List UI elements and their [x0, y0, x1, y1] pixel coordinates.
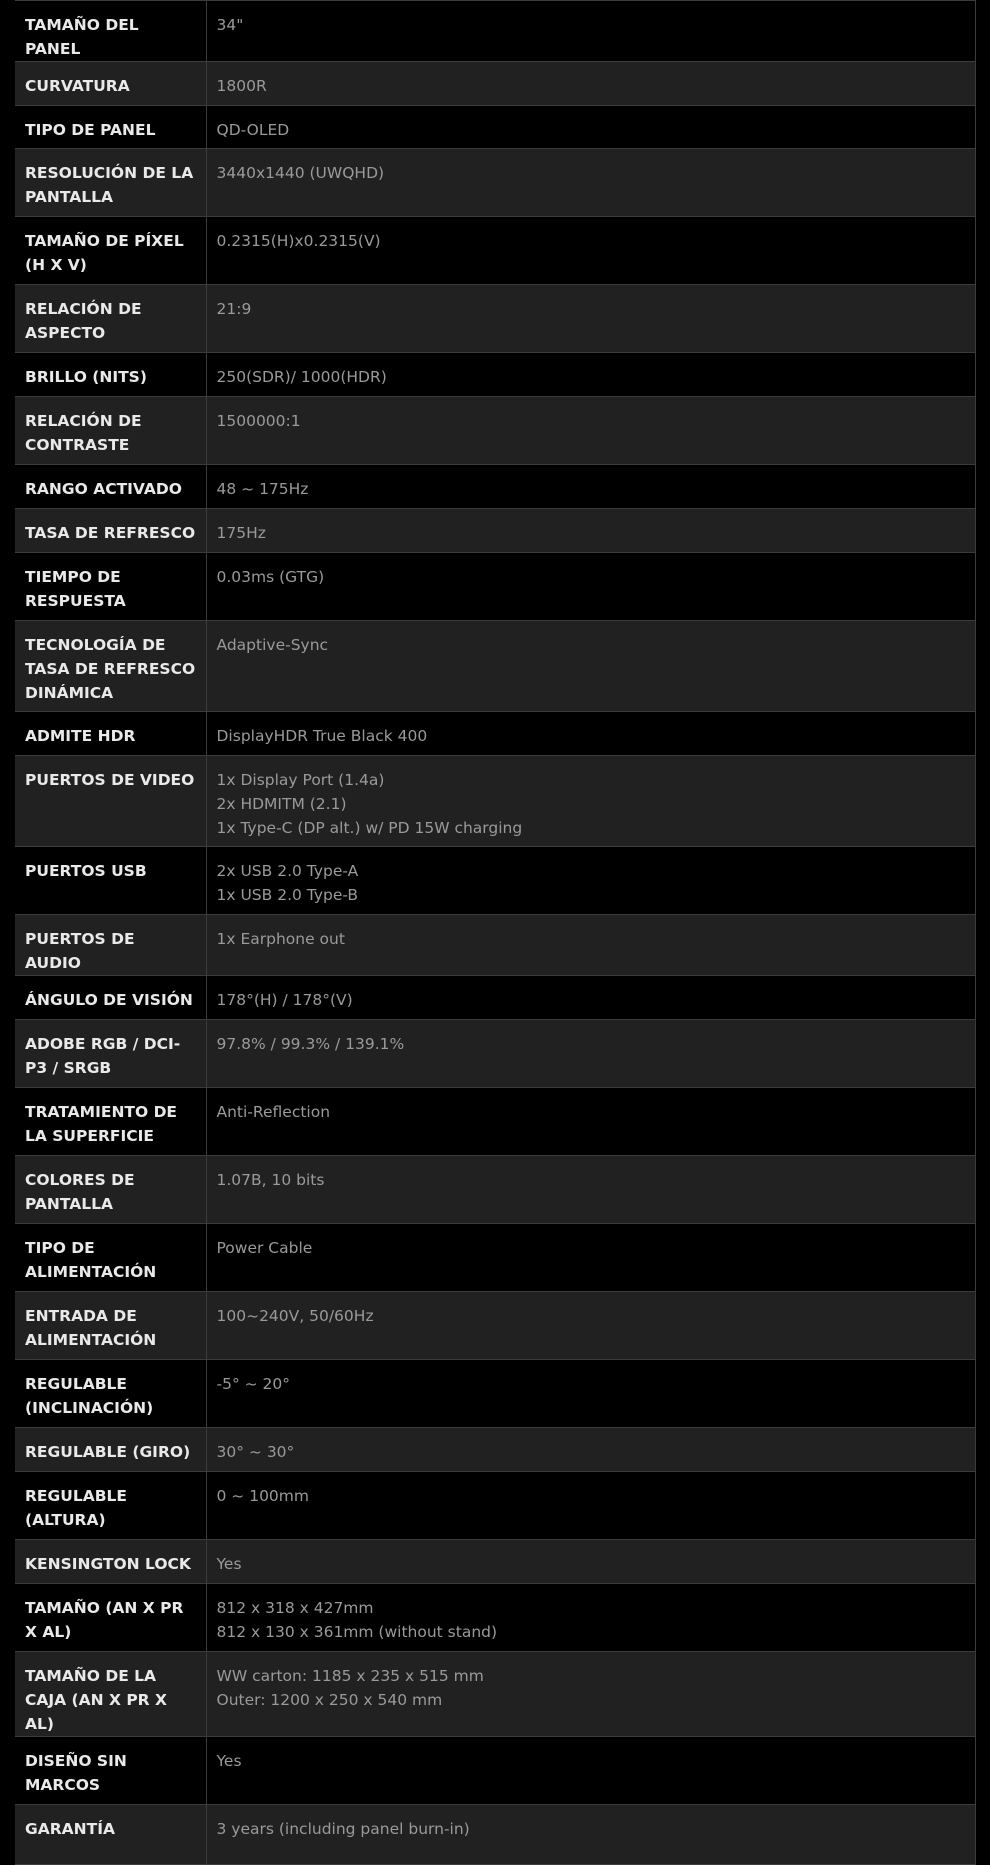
- spec-value: [206, 1292, 975, 1360]
- spec-label: TAMAÑO DE PÍXEL (H X V): [15, 217, 206, 285]
- spec-value: [206, 1805, 975, 1865]
- spec-value: [206, 621, 975, 712]
- spec-value-line: 812 x 318 x 427mm: [216, 1599, 374, 1617]
- spec-value: [206, 1020, 975, 1088]
- spec-row: [15, 1360, 975, 1428]
- spec-row: [15, 1088, 975, 1156]
- spec-value-line: Power Cable: [216, 1239, 313, 1257]
- spec-row: [15, 1020, 975, 1088]
- spec-label: RANGO ACTIVADO: [15, 465, 206, 509]
- spec-label: PUERTOS DE AUDIO: [15, 915, 206, 976]
- spec-value-line: 0.03ms (GTG): [216, 568, 325, 586]
- spec-label: TASA DE REFRESCO: [15, 509, 206, 553]
- spec-value-line: Adaptive-Sync: [216, 636, 329, 654]
- spec-value-line: 1x Type-C (DP alt.) w/ PD 15W charging: [216, 819, 523, 837]
- spec-value: [206, 1088, 975, 1156]
- spec-label: BRILLO (NITS): [15, 353, 206, 397]
- spec-label: TECNOLOGÍA DE TASA DE REFRESCO DINÁMICA: [15, 621, 206, 712]
- specifications-body: [15, 1, 975, 1865]
- spec-value-line: 0 ~ 100mm: [216, 1487, 309, 1505]
- spec-label: REGULABLE (ALTURA): [15, 1472, 206, 1540]
- spec-row: [15, 465, 975, 509]
- spec-value-line: 100~240V, 50/60Hz: [216, 1307, 374, 1325]
- spec-value: [206, 1652, 975, 1737]
- spec-value-line: 2x HDMITM (2.1): [216, 795, 347, 813]
- spec-label: CURVATURA: [15, 62, 206, 106]
- spec-value: [206, 62, 975, 106]
- spec-row: [15, 1, 975, 62]
- spec-row: [15, 1156, 975, 1224]
- spec-value-line: QD-OLED: [216, 121, 290, 139]
- spec-value-line: 1.07B, 10 bits: [216, 1171, 325, 1189]
- spec-label: ADOBE RGB / DCI-P3 / SRGB: [15, 1020, 206, 1088]
- spec-value: [206, 1428, 975, 1472]
- spec-row: [15, 1428, 975, 1472]
- spec-label: RELACIÓN DE CONTRASTE: [15, 397, 206, 465]
- spec-value-line: Anti-Reflection: [216, 1103, 331, 1121]
- spec-value-line: 21:9: [216, 300, 252, 318]
- spec-label: RELACIÓN DE ASPECTO: [15, 285, 206, 353]
- spec-value: [206, 106, 975, 149]
- spec-label: TIEMPO DE RESPUESTA: [15, 553, 206, 621]
- spec-row: [15, 915, 975, 976]
- spec-label: KENSINGTON LOCK: [15, 1540, 206, 1584]
- spec-value: [206, 756, 975, 847]
- spec-value-line: 1x Earphone out: [216, 930, 345, 948]
- spec-value: [206, 1360, 975, 1428]
- spec-value: [206, 712, 975, 756]
- spec-row: [15, 1224, 975, 1292]
- spec-row: [15, 976, 975, 1020]
- spec-value-line: WW carton: 1185 x 235 x 515 mm: [216, 1667, 484, 1685]
- spec-row: [15, 106, 975, 149]
- spec-value-line: 1500000:1: [216, 412, 301, 430]
- spec-value-line: 250(SDR)/ 1000(HDR): [216, 368, 387, 386]
- spec-row: [15, 1584, 975, 1652]
- spec-row: [15, 1540, 975, 1584]
- spec-value-line: 1800R: [216, 77, 267, 95]
- spec-label: REGULABLE (INCLINACIÓN): [15, 1360, 206, 1428]
- spec-value-line: 48 ~ 175Hz: [216, 480, 309, 498]
- spec-value: [206, 1156, 975, 1224]
- spec-value: [206, 1584, 975, 1652]
- spec-value-line: 1x Display Port (1.4a): [216, 771, 385, 789]
- spec-value-line: 3 years (including panel burn-in): [216, 1820, 470, 1838]
- spec-value-line: 0.2315(H)x0.2315(V): [216, 232, 381, 250]
- spec-row: [15, 712, 975, 756]
- spec-label: PUERTOS USB: [15, 847, 206, 915]
- spec-value: [206, 1472, 975, 1540]
- spec-value: [206, 1737, 975, 1805]
- spec-row: [15, 756, 975, 847]
- spec-row: [15, 1292, 975, 1360]
- spec-label: PUERTOS DE VIDEO: [15, 756, 206, 847]
- spec-value-line: DisplayHDR True Black 400: [216, 727, 428, 745]
- spec-row: [15, 509, 975, 553]
- spec-value: [206, 149, 975, 217]
- spec-label: COLORES DE PANTALLA: [15, 1156, 206, 1224]
- spec-label: TRATAMIENTO DE LA SUPERFICIE: [15, 1088, 206, 1156]
- spec-label: TAMAÑO DEL PANEL: [15, 1, 206, 62]
- spec-row: [15, 397, 975, 465]
- spec-label: RESOLUCIÓN DE LA PANTALLA: [15, 149, 206, 217]
- spec-value: [206, 847, 975, 915]
- spec-label: TIPO DE ALIMENTACIÓN: [15, 1224, 206, 1292]
- spec-label: TIPO DE PANEL: [15, 106, 206, 149]
- spec-value: [206, 1540, 975, 1584]
- spec-value-line: 97.8% / 99.3% / 139.1%: [216, 1035, 405, 1053]
- spec-value: [206, 397, 975, 465]
- spec-label: DISEÑO SIN MARCOS: [15, 1737, 206, 1805]
- spec-value: [206, 509, 975, 553]
- spec-row: [15, 217, 975, 285]
- spec-row: [15, 553, 975, 621]
- spec-label: ENTRADA DE ALIMENTACIÓN: [15, 1292, 206, 1360]
- spec-value-line: 1x USB 2.0 Type-B: [216, 886, 359, 904]
- spec-row: [15, 353, 975, 397]
- spec-value-line: 178°(H) / 178°(V): [216, 991, 353, 1009]
- spec-value: [206, 915, 975, 976]
- spec-value-line: Yes: [216, 1555, 242, 1573]
- spec-value-line: Outer: 1200 x 250 x 540 mm: [216, 1691, 443, 1709]
- spec-row: [15, 1652, 975, 1737]
- spec-row: [15, 621, 975, 712]
- spec-value-line: 175Hz: [216, 524, 266, 542]
- spec-value-line: 2x USB 2.0 Type-A: [216, 862, 359, 880]
- spec-row: [15, 1737, 975, 1805]
- spec-value: [206, 217, 975, 285]
- specifications-table: [15, 0, 976, 1865]
- spec-row: [15, 847, 975, 915]
- spec-row: [15, 1805, 975, 1865]
- spec-value: [206, 976, 975, 1020]
- spec-value: [206, 553, 975, 621]
- spec-value-line: 30° ~ 30°: [216, 1443, 295, 1461]
- spec-label: GARANTÍA: [15, 1805, 206, 1865]
- spec-value: [206, 285, 975, 353]
- spec-value: [206, 1224, 975, 1292]
- spec-value-line: 3440x1440 (UWQHD): [216, 164, 385, 182]
- spec-row: [15, 62, 975, 106]
- spec-value: [206, 465, 975, 509]
- spec-label: TAMAÑO DE LA CAJA (AN X PR X AL): [15, 1652, 206, 1737]
- spec-value: [206, 1, 975, 62]
- spec-row: [15, 149, 975, 217]
- spec-label: ÁNGULO DE VISIÓN: [15, 976, 206, 1020]
- spec-value-line: -5° ~ 20°: [216, 1375, 291, 1393]
- spec-value: [206, 353, 975, 397]
- spec-value-line: Yes: [216, 1752, 242, 1770]
- spec-label: REGULABLE (GIRO): [15, 1428, 206, 1472]
- spec-row: [15, 285, 975, 353]
- spec-value-line: 34": [216, 16, 244, 34]
- spec-row: [15, 1472, 975, 1540]
- spec-label: ADMITE HDR: [15, 712, 206, 756]
- spec-value-line: 812 x 130 x 361mm (without stand): [216, 1623, 498, 1641]
- spec-label: TAMAÑO (AN X PR X AL): [15, 1584, 206, 1652]
